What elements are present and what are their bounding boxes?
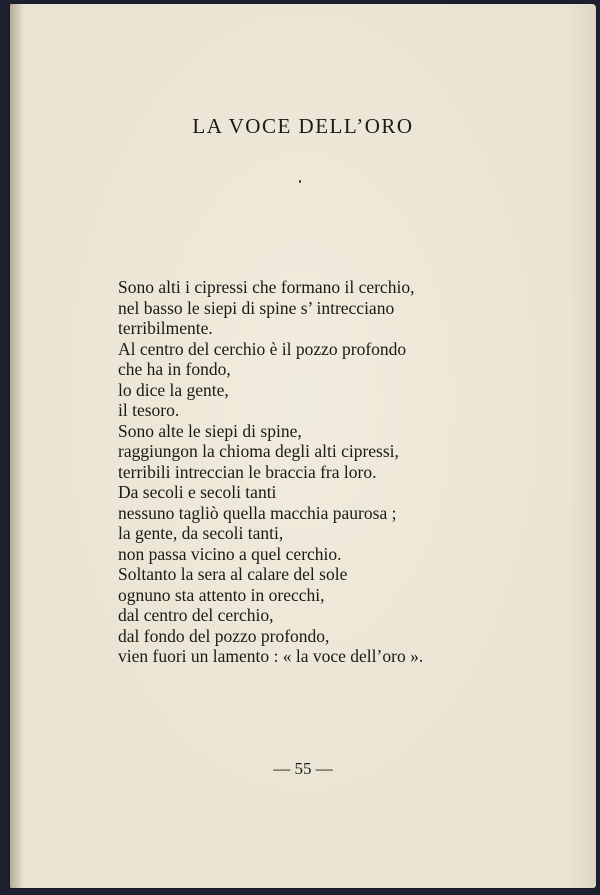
poem-line: il tesoro. bbox=[118, 400, 180, 420]
poem-title: LA VOCE DELL’ORO bbox=[192, 114, 414, 138]
poem-line: lo dice la gente, bbox=[118, 379, 229, 400]
poem-line: raggiungon la chioma degli alti cipressi, bbox=[118, 441, 399, 461]
poem-line: nel basso le siepi di spine s’ intrecciano bbox=[118, 297, 395, 318]
poem-line: non passa vicino a quel cerchio. bbox=[118, 543, 342, 564]
book-page bbox=[10, 4, 596, 888]
poem-line: dal centro del cerchio, bbox=[118, 605, 274, 625]
poem-line: terribilmente. bbox=[118, 318, 213, 338]
poem-line: Soltanto la sera al calare del sole bbox=[118, 564, 348, 584]
poem-body bbox=[118, 277, 578, 667]
poem-line: Sono alte le siepi di spine, bbox=[118, 420, 302, 441]
poem-line: Al centro del cerchio è il pozzo profondo bbox=[118, 338, 407, 359]
poem-line: ognuno sta attento in orecchi, bbox=[118, 584, 325, 605]
poem-line: dal fondo del pozzo profondo, bbox=[118, 625, 330, 646]
poem-line: vien fuori un lamento : « la voce dell’oro ». bbox=[118, 646, 424, 666]
poem-line: Da secoli e secoli tanti bbox=[118, 482, 277, 502]
poem-line: la gente, da secoli tanti, bbox=[118, 523, 284, 543]
poem-line: nessuno tagliò quella macchia paurosa ; bbox=[118, 502, 397, 523]
poem-line: terribili intreccian le braccia fra loro. bbox=[118, 461, 377, 482]
poem-line: che ha in fondo, bbox=[118, 359, 231, 379]
page-number: — 55 — bbox=[273, 759, 333, 778]
ink-speck bbox=[299, 180, 301, 183]
poem-line: Sono alti i cipressi che formano il cerchio, bbox=[118, 277, 415, 297]
